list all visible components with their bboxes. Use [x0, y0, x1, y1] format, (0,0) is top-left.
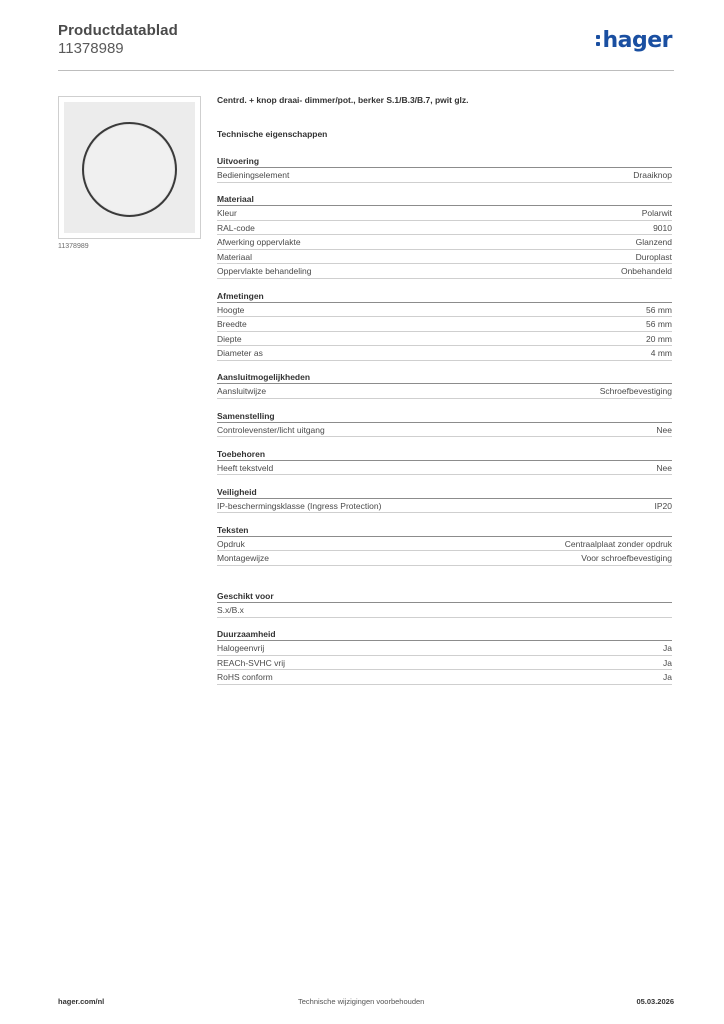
spec-value: Centraalplaat zonder opdruk — [564, 538, 672, 549]
spec-label: REACh-SVHC vrij — [217, 657, 286, 668]
spec-row — [217, 537, 672, 552]
section-title: Veiligheid — [217, 486, 672, 499]
spec-row — [217, 641, 672, 656]
spec-value: Nee — [656, 424, 672, 435]
spec-value: Ja — [663, 643, 672, 654]
spec-value: Nee — [656, 462, 672, 473]
spec-label: Afwerking oppervlakte — [217, 237, 301, 248]
spec-row — [217, 206, 672, 221]
spec-label: Diepte — [217, 333, 242, 344]
spec-row — [217, 303, 672, 318]
section-title: Aansluitmogelijkheden — [217, 371, 672, 384]
spec-row — [217, 235, 672, 250]
spec-label: Montagewijze — [217, 553, 269, 564]
footer-disclaimer: Technische wijzigingen voorbehouden — [298, 997, 425, 1006]
spec-section — [217, 524, 672, 566]
spec-value: Onbehandeld — [620, 266, 672, 277]
hager-logo — [596, 28, 672, 53]
section-title: Materiaal — [217, 193, 672, 206]
spec-section — [217, 193, 672, 279]
spec-label: Opdruk — [217, 538, 245, 549]
spec-row — [217, 384, 672, 399]
spec-value: Schroefbevestiging — [599, 386, 672, 397]
logo-dots-icon — [596, 35, 600, 46]
section-title: Teksten — [217, 524, 672, 537]
spec-section — [217, 290, 672, 361]
spec-value: Voor schroefbevestiging — [581, 553, 672, 564]
spec-label: Diameter as — [217, 348, 263, 359]
spec-value: 20 mm — [646, 333, 672, 344]
spec-value: 56 mm — [646, 304, 672, 315]
spec-row — [217, 317, 672, 332]
document-title: Productdatablad — [58, 22, 178, 39]
spec-label: Controlevenster/licht uitgang — [217, 424, 325, 435]
logo-text: hager — [602, 28, 672, 53]
technical-properties-heading: Technische eigenschappen — [217, 129, 328, 139]
spec-value: 9010 — [653, 222, 672, 233]
spec-value: Draaiknop — [633, 170, 672, 180]
spec-row — [217, 656, 672, 671]
section-title: Samenstelling — [217, 410, 672, 423]
spec-value: Polarwit — [641, 208, 672, 219]
spec-label: Materiaal — [217, 251, 252, 262]
spec-label: Oppervlakte behandeling — [217, 266, 312, 277]
spec-row — [217, 461, 672, 476]
spec-label: IP-beschermingsklasse (Ingress Protection) — [217, 500, 382, 511]
rotary-knob-icon — [82, 122, 177, 217]
spec-row — [217, 603, 672, 618]
spec-sections — [217, 155, 672, 685]
spec-value: Glanzend — [635, 237, 672, 248]
spec-value: 4 mm — [650, 348, 672, 359]
spec-row — [217, 423, 672, 438]
product-number: 11378989 — [58, 40, 124, 57]
spec-section — [217, 486, 672, 514]
spec-label: Halogeenvrij — [217, 643, 265, 654]
product-description: Centrd. + knop draai- dimmer/pot., berker S.1/B.3/B.7, pwit glz. — [217, 95, 469, 105]
spec-label: RAL-code — [217, 222, 255, 233]
product-image — [58, 96, 201, 239]
spec-section — [217, 448, 672, 476]
spec-section — [217, 371, 672, 399]
document-header — [58, 22, 674, 71]
spec-row — [217, 670, 672, 685]
spec-value: Ja — [663, 657, 672, 668]
spec-label: RoHS conform — [217, 672, 273, 683]
spec-label: Aansluitwijze — [217, 386, 267, 397]
spec-row — [217, 264, 672, 279]
spec-section — [217, 155, 672, 183]
product-content — [217, 95, 672, 695]
spec-label: Heeft tekstveld — [217, 462, 274, 473]
spec-row — [217, 168, 672, 183]
section-title: Afmetingen — [217, 290, 672, 303]
section-title: Geschikt voor — [217, 590, 672, 603]
section-title: Duurzaamheid — [217, 628, 672, 641]
image-caption: 11378989 — [58, 243, 89, 250]
spec-row — [217, 346, 672, 361]
spec-value: Ja — [663, 672, 672, 683]
spec-value: IP20 — [654, 500, 672, 511]
spec-label: Breedte — [217, 319, 247, 330]
section-title: Uitvoering — [217, 155, 672, 168]
spec-row — [217, 332, 672, 347]
spec-label: Kleur — [217, 208, 237, 219]
spec-row — [217, 250, 672, 265]
section-title: Toebehoren — [217, 448, 672, 461]
spec-value: Duroplast — [635, 251, 672, 262]
spec-label: Hoogte — [217, 304, 245, 315]
spec-row — [217, 499, 672, 514]
spec-value: 56 mm — [646, 319, 672, 330]
center-plate — [64, 102, 195, 233]
spec-section — [217, 590, 672, 618]
footer-date: 05.03.2026 — [636, 997, 674, 1006]
spec-label: S.x/B.x — [217, 605, 244, 615]
spec-section — [217, 410, 672, 438]
spec-row — [217, 551, 672, 566]
spec-label: Bedieningselement — [217, 170, 290, 180]
footer-website: hager.com/nl — [58, 997, 105, 1006]
spec-row — [217, 221, 672, 236]
spec-section — [217, 628, 672, 685]
